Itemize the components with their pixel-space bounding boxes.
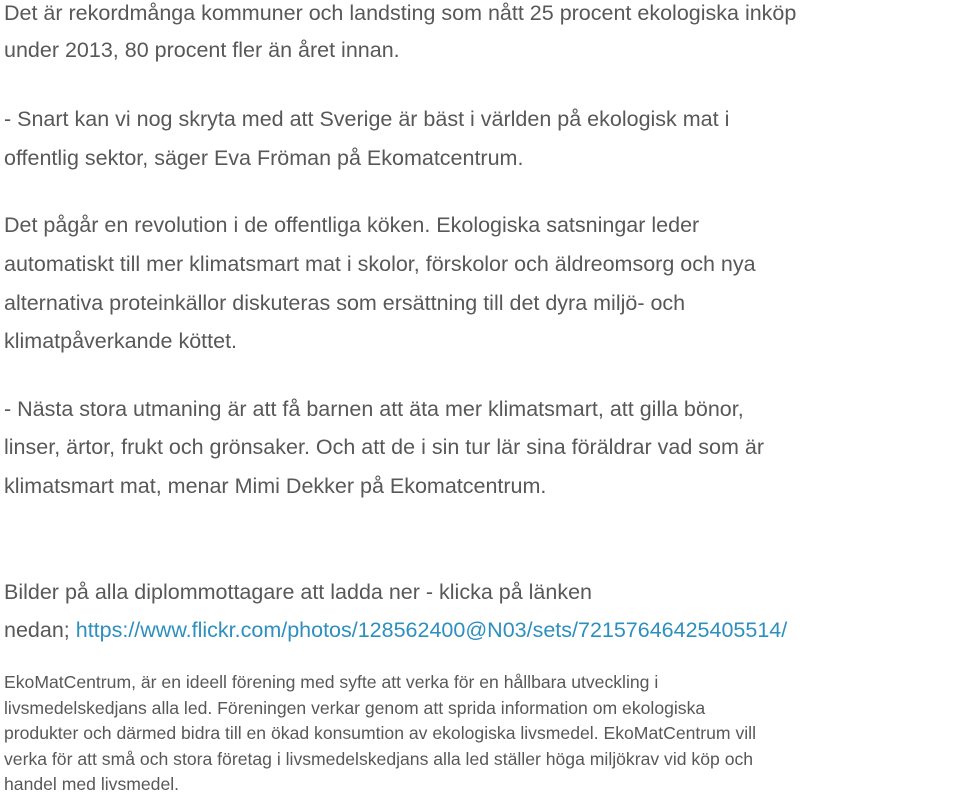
paragraph-intro-line-1: Det är rekordmånga kommuner och landsting som nått 25 procent ekologiska inköp — [4, 1, 797, 25]
flickr-link[interactable]: https://www.flickr.com/photos/128562400@N03/sets/72157646425405514/ — [75, 618, 788, 642]
paragraph-revolution-line-4: klimatpåverkande köttet. — [4, 329, 238, 353]
paragraph-intro-line-2: under 2013, 80 procent fler än året innan. — [4, 38, 400, 62]
photos-text-prefix: nedan; — [4, 618, 76, 642]
footer-line-4: verka för att små och stora företag i livsmedelskedjans alla led ställer höga miljökrav vid köp och — [4, 749, 754, 769]
paragraph-revolution-line-1: Det pågår en revolution i de offentliga köken. Ekologiska satsningar leder — [4, 213, 700, 237]
footer-line-1: EkoMatCentrum, är en ideell förening med syfte att verka för en hållbara utveckling i — [4, 672, 659, 692]
quote-dekker-line-3: klimatsmart mat, menar Mimi Dekker på Ekomatcentrum. — [4, 474, 547, 498]
quote-dekker-line-1: - Nästa stora utmaning är att få barnen att äta mer klimatsmart, att gilla bönor, — [4, 397, 744, 421]
quote-froman-line-2: offentlig sektor, säger Eva Fröman på Ekomatcentrum. — [4, 146, 524, 170]
footer-line-5: handel med livsmedel. — [4, 774, 180, 794]
paragraph-revolution-line-3: alternativa proteinkällor diskuteras som ersättning till det dyra miljö- och — [4, 291, 686, 315]
footer-line-3: produkter och därmed bidra till en ökad konsumtion av ekologiska livsmedel. EkoMatCentrum vill — [4, 723, 756, 743]
footer-line-2: livsmedelskedjans alla led. Föreningen verkar genom att sprida information om ekologiska — [4, 698, 706, 718]
quote-froman-line-1: - Snart kan vi nog skryta med att Sverige är bäst i världen på ekologisk mat i — [4, 107, 730, 131]
photos-text-line-2 — [4, 620, 787, 642]
photos-text-line-1: Bilder på alla diplommottagare att ladda ner - klicka på länken — [4, 580, 592, 604]
paragraph-revolution-line-2: automatiskt till mer klimatsmart mat i skolor, förskolor och äldreomsorg och nya — [4, 252, 756, 276]
quote-dekker-line-2: linser, ärtor, frukt och grönsaker. Och att de i sin tur lär sina föräldrar vad som är — [4, 435, 764, 459]
